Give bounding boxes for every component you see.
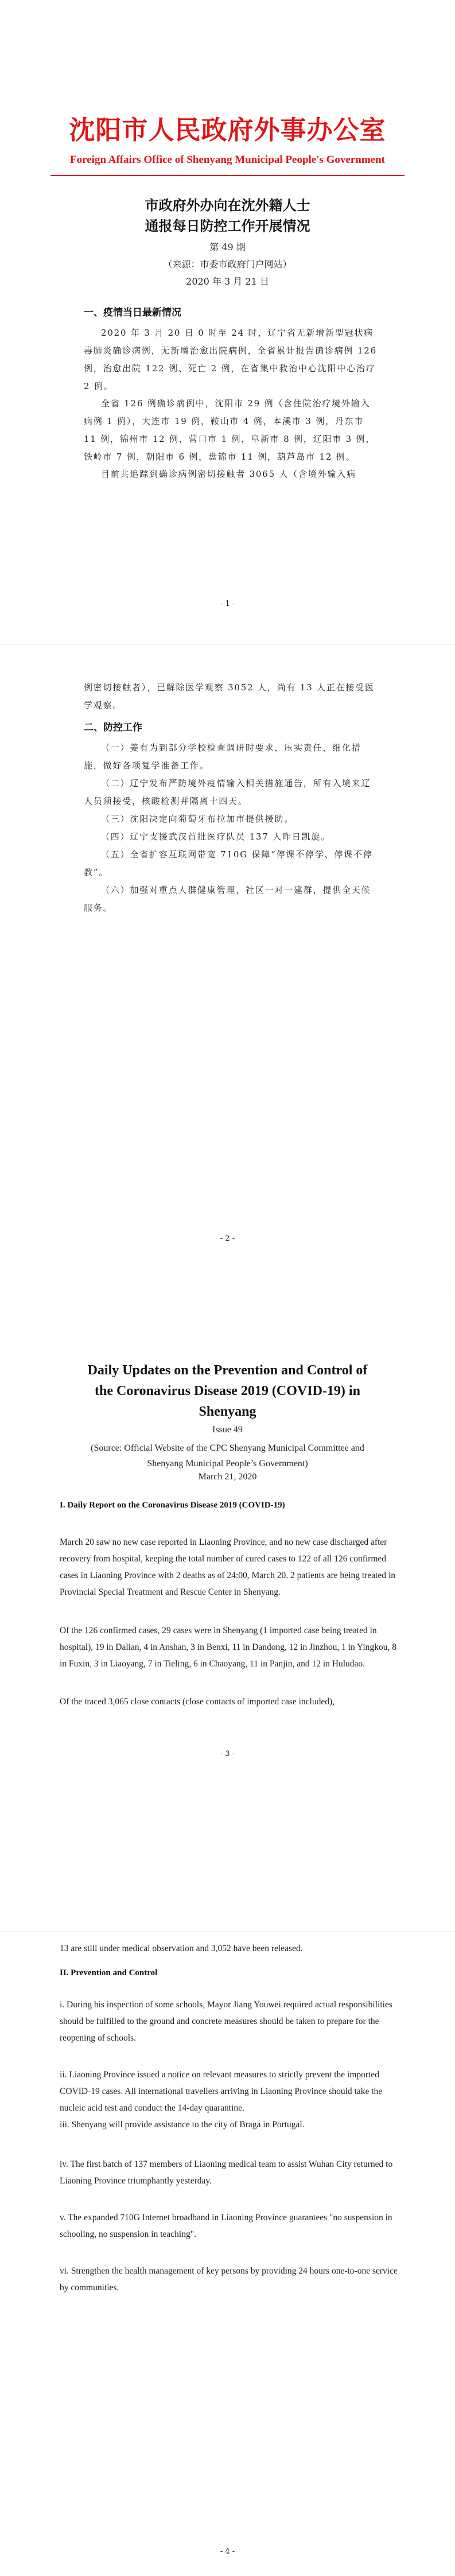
section-heading-2-cn: 二、防控工作: [84, 722, 142, 733]
paragraph-cn-3b: 例密切接触者），已解除医学观察 3052 人，尚有 13 人正在接受医学观察。: [84, 682, 375, 710]
title-line-2: 通报每日防控工作开展情况: [145, 217, 310, 234]
list-item-cn-6: （六）加强对重点人群健康管理，社区一对一建群，提供全天候服务。: [84, 885, 371, 913]
masthead-english: Foreign Affairs Office of Shenyang Municipal People's Government: [69, 154, 386, 166]
issue-number-cn: 第 49 期: [209, 242, 246, 252]
source-line-1: (Source: Official Website of the CPC Shenyang Municipal Committee and: [91, 1443, 364, 1453]
list-item-cn-4: （四）辽宁支援武汉首批医疗队员 137 人昨日凯旋。: [101, 832, 330, 842]
page-3: [0, 1288, 455, 1932]
paragraph-en-2: Of the 126 confirmed cases, 29 cases were in Shenyang (1 imported case being treated in hospital), 19 in Dalian, 4 in Anshan, 3 in Benxi, 11 in Dandong, 12 in Jinzhou, 1 in Yingkou, 8 in Fuxin, 3 in Liaoyang, 7 in Tieling, 6 in Chaoyang, 11 in Panjin, and 12 in Huludao.: [60, 1625, 396, 1669]
section-heading-1-cn: 一、疫情当日最新情况: [84, 307, 181, 318]
page-number: - 1 -: [220, 600, 235, 608]
page-number: - 2 -: [220, 1234, 235, 1243]
source-en: [0, 1440, 455, 1471]
section-heading-2-en: II. Prevention and Control: [60, 1968, 158, 1977]
section-heading-1-en: I. Daily Report on the Coronavirus Disease 2019 (COVID-19): [60, 1501, 285, 1510]
date-cn: 2020 年 3 月 21 日: [186, 276, 269, 287]
page-number: - 3 -: [220, 1750, 235, 1758]
source-cn: （来源：市委市政府门户网站）: [163, 259, 292, 270]
list-item-cn-3: （三）沈阳决定向葡萄牙布拉加市提供援助。: [101, 814, 294, 824]
list-item-cn-1: （一）姜有为到部分学校检查调研时要求，压实责任，细化措施，做好各项复学准备工作。: [84, 743, 361, 771]
paragraph-en-3a: Of the traced 3,065 close contacts (close contacts of imported case included),: [60, 1696, 335, 1707]
date-en: March 21, 2020: [198, 1472, 257, 1482]
document-title-en: [0, 1360, 455, 1422]
paragraph-cn-2: 全省 126 例确诊病例中，沈阳市 29 例（含住院治疗境外输入病例 1 例），大连市 19 例，鞍山市 4 例，本溪市 3 例，丹东市 11 例，锦州市 12 例，营口市 1 例，阜新市 8 例，辽阳市 3 例，铁岭市 7 例，朝阳市 6 例，盘锦市 11 例，葫芦岛市 12 例。: [84, 398, 376, 462]
list-item-cn-2: （二）辽宁发布严防境外疫情输入相关措施通告，所有入境来辽人员须接受，核酸检测并隔离十四天。: [84, 778, 371, 806]
source-line-2: Shenyang Municipal People’s Government): [147, 1459, 308, 1468]
list-item-en-3: iii. Shenyang will provide assistance to the city of Braga in Portugal.: [60, 2119, 305, 2130]
title-line-1: Daily Updates on the Prevention and Control of: [87, 1363, 368, 1378]
document-title-cn: [0, 195, 455, 236]
title-line-3: Shenyang: [199, 1404, 256, 1419]
list-item-en-4: iv. The first batch of 137 members of Liaoning medical team to assist Wuhan City returned to Liaoning Province triumphantly yesterday.: [60, 2159, 393, 2186]
page-1: [0, 0, 455, 644]
list-item-en-5: v. The expanded 710G Internet broadband in Liaoning Province guarantees "no suspension in schooling, no suspension in teaching".: [60, 2212, 392, 2239]
list-item-en-1: i. During his inspection of some schools, Mayor Jiang Youwei required actual responsibilities should be fulfilled to the ground and concrete measures should be taken to prepare for the reopening of schools.: [60, 1999, 392, 2043]
page-2: [0, 644, 455, 1288]
page-4: [0, 1932, 455, 2576]
list-item-cn-5: （五）全省扩容互联网带宽 710G 保障“停课不停学、停课不停教”。: [84, 849, 373, 877]
issue-number-en: Issue 49: [212, 1425, 243, 1435]
list-item-en-6: vi. Strengthen the health management of key persons by providing 24 hours one-to-one service by communities.: [60, 2266, 398, 2293]
paragraph-cn-3a: 目前共追踪到确诊病例密切接触者 3065 人（含境外输入病: [101, 469, 356, 479]
paragraph-en-3b: 13 are still under medical observation and 3,052 have been released.: [60, 1943, 303, 1953]
header-divider: [50, 175, 405, 176]
page-number: - 4 -: [220, 2547, 235, 2556]
paragraph-cn-1: 2020 年 3 月 20 日 0 时至 24 时，辽宁省无新增新型冠状病毒肺炎确诊病例，无新增治愈出院病例，全省累计报告确诊病例 126 例，治愈出院 122 例、死亡 2 例，在省集中救治中心沈阳中心治疗 2 例。: [84, 328, 378, 391]
masthead-chinese: 沈阳市人民政府外事办公室: [69, 115, 386, 145]
list-item-en-2: ii. Liaoning Province issued a notice on relevant measures to strictly prevent the imported COVID-19 cases. All international travellers arriving in Liaoning Province should take the nucleic acid test and conduct the 14-day quarantine.: [60, 2069, 383, 2113]
paragraph-en-1: March 20 saw no new case reported in Liaoning Province, and no new case discharged after recovery from hospital, keeping the total number of cured cases to 122 of all 126 confirmed cases in Liaoning Province with 2 deaths as of 24:00, March 20. 2 patients are being treated in Provincial Special Treatment and Rescue Center in Shenyang.: [60, 1537, 395, 1597]
title-line-2: the Coronavirus Disease 2019 (COVID-19) in: [95, 1384, 360, 1398]
title-line-1: 市政府外办向在沈外籍人士: [145, 197, 310, 213]
